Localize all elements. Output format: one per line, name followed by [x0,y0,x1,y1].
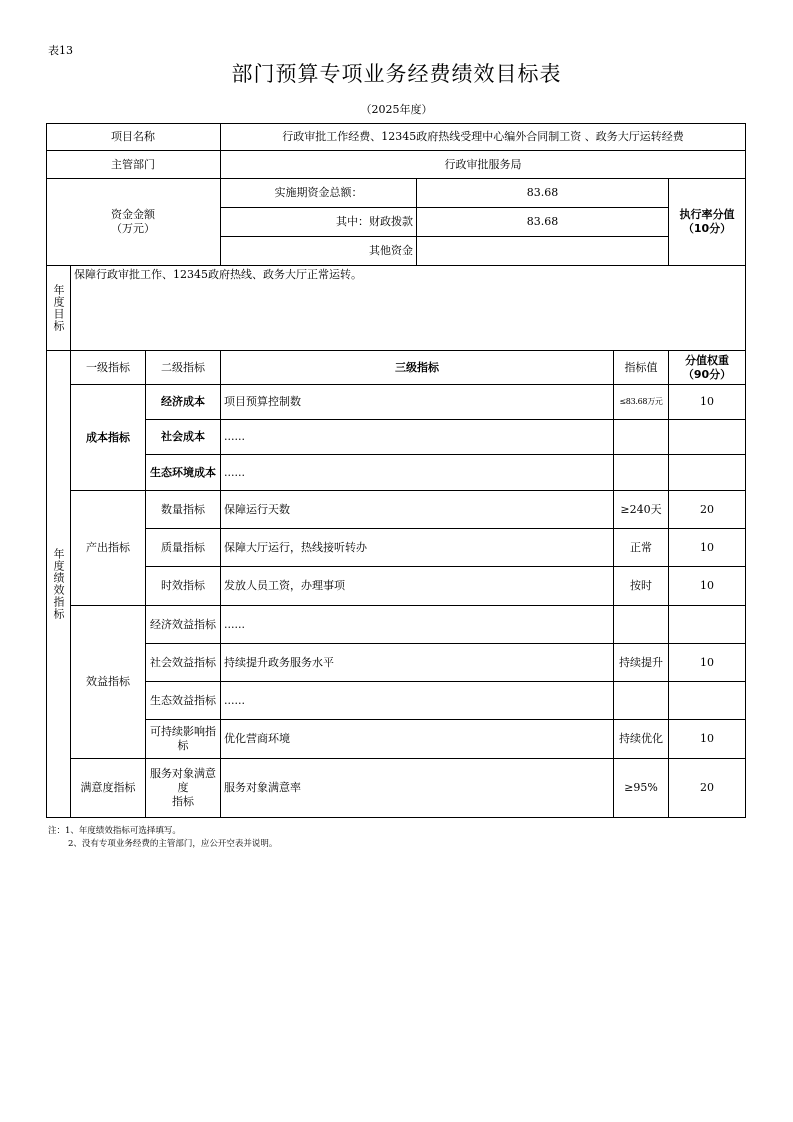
output-quantity-desc: 保障运行天数 [221,491,614,529]
output-timeliness-desc: 发放人员工资，办理事项 [221,567,614,606]
dept-label: 主管部门 [46,151,221,179]
cost-economic-weight: 10 [669,385,746,420]
output-timeliness-label: 时效指标 [146,567,221,606]
indicators-section-label: 年度绩效指标 [46,351,71,818]
benefit-economic-weight [669,606,746,644]
project-name-label: 项目名称 [46,123,221,151]
satisfaction-value: ≥95% [614,759,669,818]
cost-eco-label: 生态环境成本 [146,455,221,491]
document-title: 部门预算专项业务经费绩效目标表 [231,62,562,86]
project-name-value: 行政审批工作经费、12345政府热线受理中心编外合同制工资 、政务大厅运转经费 [221,123,746,151]
output-quality-label: 质量指标 [146,529,221,567]
cost-eco-desc: ...... [221,455,614,491]
header-weight: 分值权重 （90分） [669,351,746,385]
cost-social-desc: ...... [221,420,614,455]
footnotes [48,825,277,851]
header-level2: 二级指标 [146,351,221,385]
benefit-social-desc: 持续提升政务服务水平 [221,644,614,682]
funds-total-value: 83.68 [417,179,669,208]
output-quality-value: 正常 [614,529,669,567]
benefit-eco-value [614,682,669,720]
footnote-1: 注：1、年度绩效指标可选择填写。 [48,826,181,836]
cost-social-label: 社会成本 [146,420,221,455]
benefit-sustainable-desc: 优化营商环境 [221,720,614,759]
benefit-sustainable-weight: 10 [669,720,746,759]
footnote-2: 2、没有专项业务经费的主管部门，应公开空表并说明。 [68,839,278,849]
annual-goal-text: 保障行政审批工作、12345政府热线、政务大厅正常运转。 [71,266,746,351]
benefit-eco-label: 生态效益指标 [146,682,221,720]
cost-eco-value [614,455,669,491]
output-quantity-value: ≥240天 [614,491,669,529]
cost-social-weight [669,420,746,455]
satisfaction-label: 服务对象满意度 指标 [146,759,221,818]
exec-rate-label: 执行率分值 （10分） [669,179,746,266]
benefit-social-label: 社会效益指标 [146,644,221,682]
satisfaction-desc: 服务对象满意率 [221,759,614,818]
document-year: （2025年度） [360,103,433,116]
dept-value: 行政审批服务局 [221,151,746,179]
cost-social-value [614,420,669,455]
cost-economic-desc: 项目预算控制数 [221,385,614,420]
funds-fiscal-label: 其中：财政拨款 [221,208,417,237]
table-number: 表13 [48,44,73,57]
cost-economic-label: 经济成本 [146,385,221,420]
benefit-sustainable-label: 可持续影响指标 [146,720,221,759]
benefit-social-value: 持续提升 [614,644,669,682]
benefit-economic-label: 经济效益指标 [146,606,221,644]
header-value: 指标值 [614,351,669,385]
benefit-indicator-label: 效益指标 [71,606,146,759]
benefit-sustainable-value: 持续优化 [614,720,669,759]
funds-label: 资金金额 （万元） [46,179,221,266]
satisfaction-weight: 20 [669,759,746,818]
cost-economic-value: ≤83.68万元 [614,385,669,420]
output-quality-weight: 10 [669,529,746,567]
cost-eco-weight [669,455,746,491]
funds-other-label: 其他资金 [221,237,417,266]
header-level1: 一级指标 [71,351,146,385]
funds-other-value [417,237,669,266]
benefit-social-weight: 10 [669,644,746,682]
funds-fiscal-value: 83.68 [417,208,669,237]
annual-goal-label: 年度目标 [46,266,71,351]
benefit-eco-weight [669,682,746,720]
benefit-economic-desc: ...... [221,606,614,644]
output-quality-desc: 保障大厅运行，热线接听转办 [221,529,614,567]
performance-table [46,123,746,818]
output-quantity-label: 数量指标 [146,491,221,529]
funds-total-label: 实施期资金总额： [221,179,417,208]
output-indicator-label: 产出指标 [71,491,146,606]
cost-indicator-label: 成本指标 [71,385,146,491]
benefit-economic-value [614,606,669,644]
output-timeliness-weight: 10 [669,567,746,606]
satisfaction-indicator-label: 满意度指标 [71,759,146,818]
output-quantity-weight: 20 [669,491,746,529]
output-timeliness-value: 按时 [614,567,669,606]
benefit-eco-desc: ...... [221,682,614,720]
header-level3: 三级指标 [221,351,614,385]
